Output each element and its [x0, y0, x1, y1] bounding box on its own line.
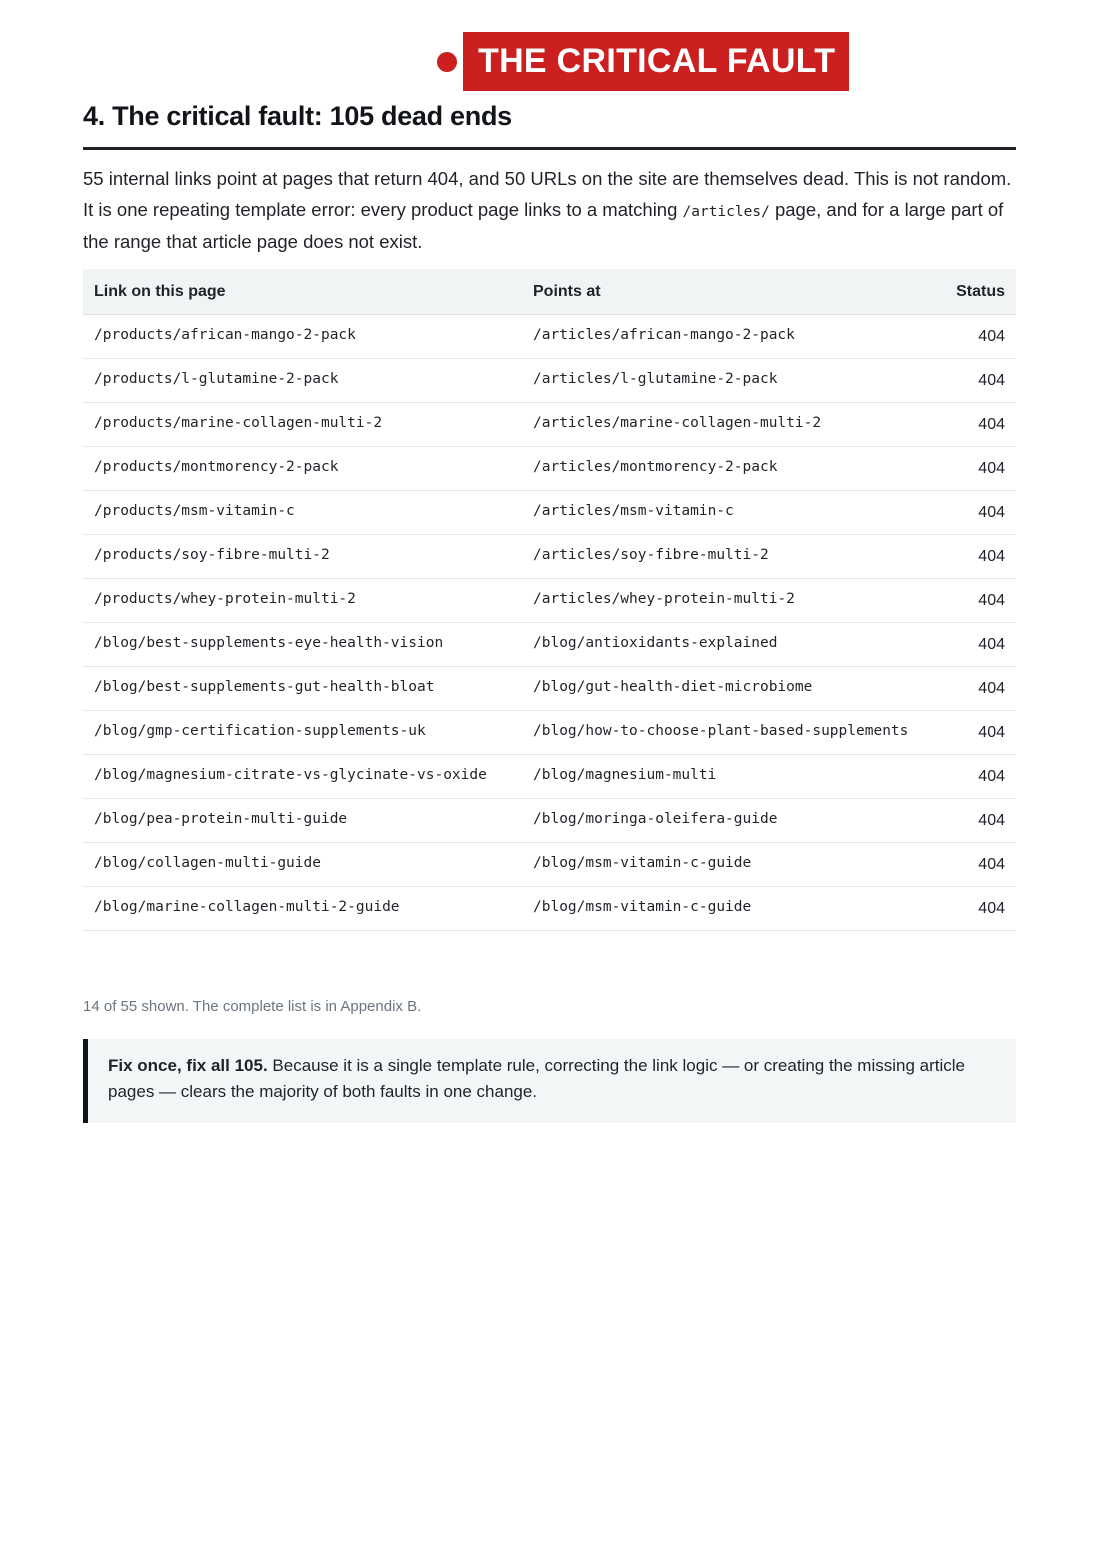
- callout-text: Because it is a single template rule, correcting the link logic — or creating the missing article pages — clears the majority of both faults in one change.: [108, 1056, 966, 1101]
- points-at-cell: /articles/montmorency-2-pack: [522, 447, 943, 491]
- table-row: [83, 491, 1016, 535]
- section-title: 4. The critical fault: 105 dead ends: [83, 101, 512, 131]
- link-cell: /products/montmorency-2-pack: [83, 447, 522, 491]
- points-at-cell: /articles/l-glutamine-2-pack: [522, 359, 943, 403]
- table-row: [83, 667, 1016, 711]
- badge-label: THE CRITICAL FAULT: [463, 32, 849, 91]
- status-cell: 404: [943, 535, 1016, 579]
- points-at-cell: /articles/whey-protein-multi-2: [522, 579, 943, 623]
- status-cell: 404: [943, 491, 1016, 535]
- intro-text-start: 55 internal links point at pages that return 404, and 50 URLs on the site are themselves dead. This is not random. It is one repeating template error: every product page links to a matching: [83, 168, 1012, 220]
- status-cell: 404: [943, 887, 1016, 931]
- dead-links-table: [83, 269, 1016, 931]
- link-cell: /products/african-mango-2-pack: [83, 315, 522, 359]
- table-row: [83, 711, 1016, 755]
- status-cell: 404: [943, 799, 1016, 843]
- status-cell: 404: [943, 711, 1016, 755]
- link-cell: /products/msm-vitamin-c: [83, 491, 522, 535]
- status-cell: 404: [943, 359, 1016, 403]
- table-row: [83, 799, 1016, 843]
- points-at-cell: /blog/antioxidants-explained: [522, 623, 943, 667]
- callout-bold: Fix once, fix all 105.: [108, 1056, 268, 1075]
- link-cell: /blog/best-supplements-gut-health-bloat: [83, 667, 522, 711]
- table-row: [83, 623, 1016, 667]
- link-cell: /blog/marine-collagen-multi-2-guide: [83, 887, 522, 931]
- status-cell: 404: [943, 315, 1016, 359]
- status-cell: 404: [943, 755, 1016, 799]
- column-header-status: Status: [943, 269, 1016, 315]
- link-cell: /blog/collagen-multi-guide: [83, 843, 522, 887]
- critical-fault-badge: [437, 32, 849, 91]
- points-at-cell: /blog/how-to-choose-plant-based-supplements: [522, 711, 943, 755]
- points-at-cell: /blog/gut-health-diet-microbiome: [522, 667, 943, 711]
- table-row: [83, 359, 1016, 403]
- points-at-cell: /blog/msm-vitamin-c-guide: [522, 843, 943, 887]
- status-cell: 404: [943, 623, 1016, 667]
- column-header-points-at: Points at: [522, 269, 943, 315]
- table-row: [83, 447, 1016, 491]
- status-cell: 404: [943, 447, 1016, 491]
- points-at-cell: /blog/moringa-oleifera-guide: [522, 799, 943, 843]
- table-row: [83, 755, 1016, 799]
- points-at-cell: /blog/magnesium-multi: [522, 755, 943, 799]
- link-cell: /blog/pea-protein-multi-guide: [83, 799, 522, 843]
- status-cell: 404: [943, 667, 1016, 711]
- link-cell: /products/l-glutamine-2-pack: [83, 359, 522, 403]
- link-cell: /blog/magnesium-citrate-vs-glycinate-vs-oxide: [83, 755, 522, 799]
- table-row: [83, 315, 1016, 359]
- table-row: [83, 535, 1016, 579]
- table-row: [83, 579, 1016, 623]
- link-cell: /products/marine-collagen-multi-2: [83, 403, 522, 447]
- link-cell: /blog/best-supplements-eye-health-vision: [83, 623, 522, 667]
- table-header-row: [83, 269, 1016, 315]
- intro-code: /articles/: [682, 203, 770, 220]
- intro-text-end: page, and for a large part of the range that article page does not exist.: [83, 198, 1004, 252]
- column-header-link: Link on this page: [83, 269, 522, 315]
- status-cell: 404: [943, 403, 1016, 447]
- link-cell: /products/whey-protein-multi-2: [83, 579, 522, 623]
- table-caption: 14 of 55 shown. The complete list is in Appendix B.: [83, 998, 422, 1015]
- red-dot-icon: [437, 52, 457, 72]
- fix-callout: [83, 1039, 1016, 1123]
- intro-paragraph: [83, 164, 1013, 258]
- points-at-cell: /articles/african-mango-2-pack: [522, 315, 943, 359]
- points-at-cell: /articles/msm-vitamin-c: [522, 491, 943, 535]
- title-divider: [83, 147, 1016, 150]
- link-cell: /blog/gmp-certification-supplements-uk: [83, 711, 522, 755]
- table-row: [83, 887, 1016, 931]
- points-at-cell: /articles/marine-collagen-multi-2: [522, 403, 943, 447]
- points-at-cell: /articles/soy-fibre-multi-2: [522, 535, 943, 579]
- table-row: [83, 843, 1016, 887]
- link-cell: /products/soy-fibre-multi-2: [83, 535, 522, 579]
- table-row: [83, 403, 1016, 447]
- table-body: [83, 315, 1016, 931]
- status-cell: 404: [943, 579, 1016, 623]
- status-cell: 404: [943, 843, 1016, 887]
- points-at-cell: /blog/msm-vitamin-c-guide: [522, 887, 943, 931]
